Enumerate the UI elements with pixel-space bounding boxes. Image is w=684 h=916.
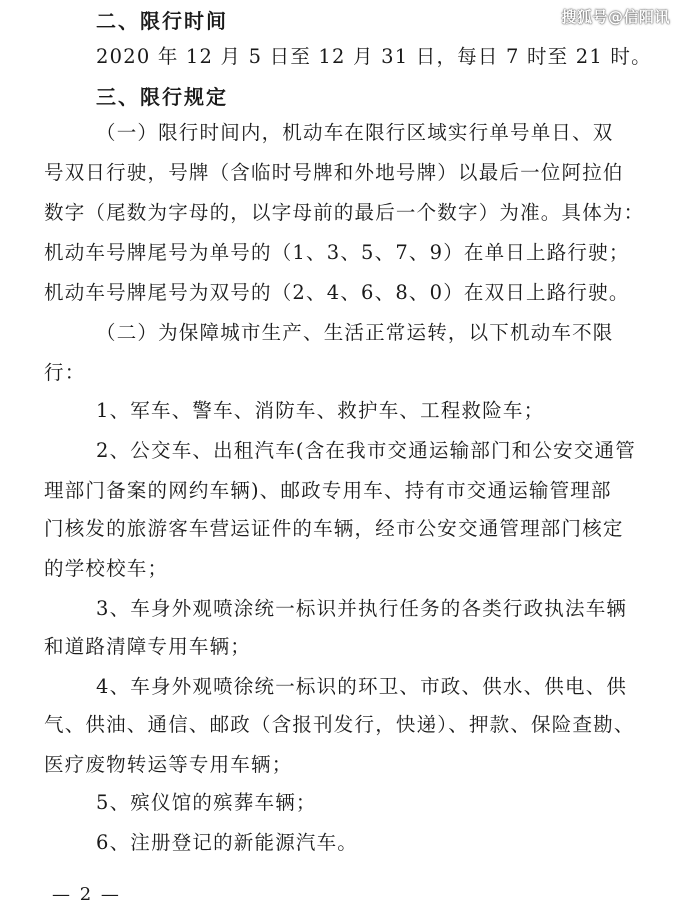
paragraph-line: 号双日行驶，号牌（含临时号牌和外地号牌）以最后一位阿拉伯 — [44, 161, 624, 184]
list-item: 医疗废物转运等专用车辆； — [44, 753, 293, 776]
paragraph-line: 数字（尾数为字母的，以字母前的最后一个数字）为准。具体为： — [44, 201, 645, 224]
list-item: 的学校校车； — [44, 557, 169, 580]
list-item: 理部门备案的网约车辆)、邮政专用车、持有市交通运输管理部 — [44, 479, 612, 502]
heading-time: 二、限行时间 — [96, 9, 228, 33]
paragraph-line: 行： — [44, 361, 86, 384]
paragraph-line: （一）限行时间内，机动车在限行区域实行单号单日、双 — [96, 121, 614, 144]
heading-rules: 三、限行规定 — [96, 85, 228, 109]
paragraph-line: （二）为保障城市生产、生活正常运转，以下机动车不限 — [96, 321, 614, 344]
time-text: 2020 年 12 月 5 日至 12 月 31 日，每日 7 时至 21 时。 — [96, 45, 652, 68]
paragraph-line: 机动车号牌尾号为双号的（2、4、6、8、0）在双日上路行驶。 — [44, 281, 630, 304]
list-item: 门核发的旅游客车营运证件的车辆，经市公安交通管理部门核定 — [44, 517, 624, 540]
list-item: 5、殡仪馆的殡葬车辆； — [96, 791, 317, 814]
list-item: 3、车身外观喷涂统一标识并执行任务的各类行政执法车辆 — [96, 597, 628, 620]
list-item: 4、车身外观喷徐统一标识的环卫、市政、供水、供电、供 — [96, 675, 628, 698]
list-item: 2、公交车、出租汽车(含在我市交通运输部门和公安交通管 — [96, 439, 636, 462]
list-item: 和道路清障专用车辆； — [44, 635, 252, 658]
page-number: — 2 — — [52, 884, 121, 905]
paragraph-line: 机动车号牌尾号为单号的（1、3、5、7、9）在单日上路行驶； — [44, 241, 630, 264]
list-item: 气、供油、通信、邮政（含报刊发行，快递）、押款、保险查勘、 — [44, 713, 635, 736]
watermark-text: 搜狐号@信阳讯 — [561, 8, 670, 26]
list-item: 1、军车、警车、消防车、救护车、工程救险车； — [96, 399, 545, 422]
list-item: 6、注册登记的新能源汽车。 — [96, 831, 359, 854]
